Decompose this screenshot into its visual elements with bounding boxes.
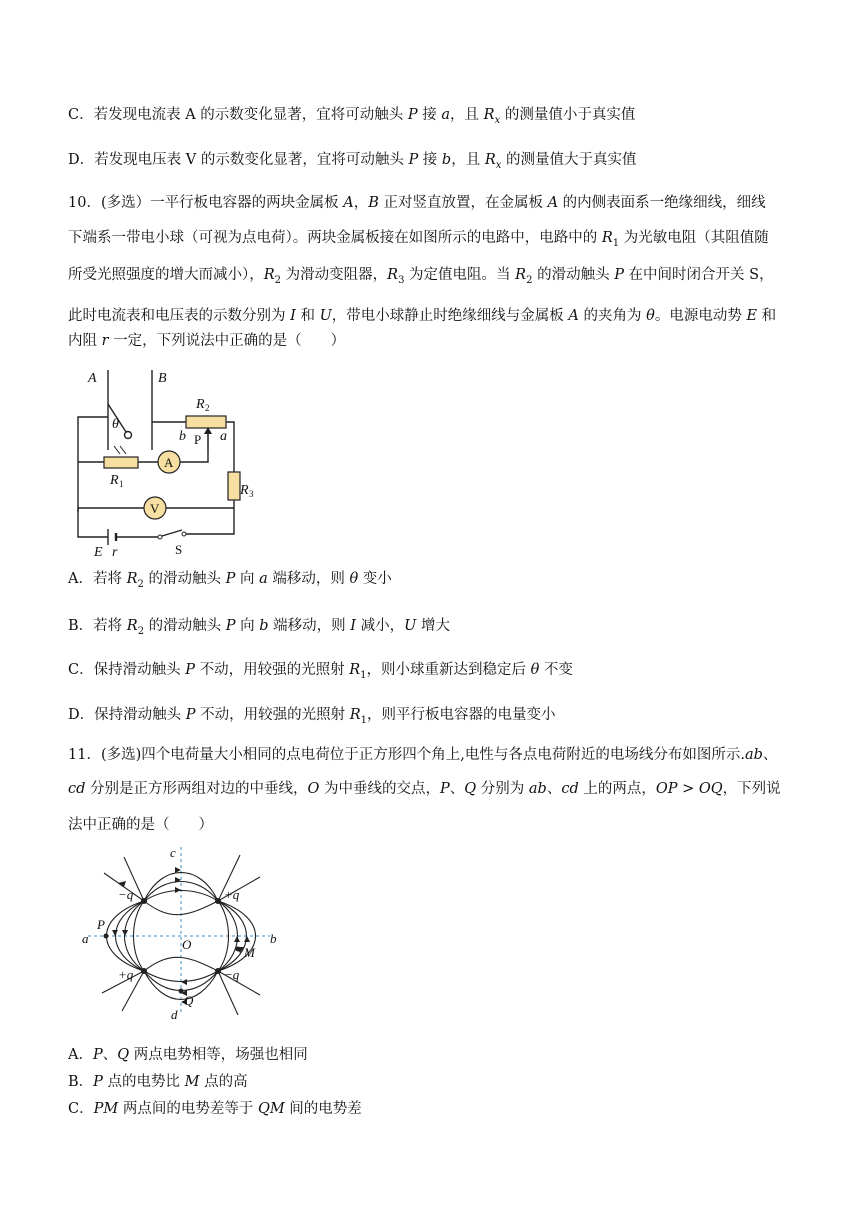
svg-text:M: M: [244, 945, 255, 960]
q11-option-a: A．P、Q 两点电势相等，场强也相同: [68, 1047, 308, 1063]
svg-text:1: 1: [119, 479, 124, 489]
q10-stem-line-5: 内阻 r 一定，下列说法中正确的是（ ）: [68, 333, 346, 349]
svg-text:E: E: [94, 545, 103, 560]
q9-option-d: D．若发现电压表 V 的示数变化显著，宜将可动触头 P 接 b，且 $R_x$ 的测量值大于真实值: [68, 152, 637, 171]
svg-text:P: P: [97, 917, 105, 932]
q11-option-c: C．PM 两点间的电势差等于 QM 间的电势差: [68, 1101, 362, 1117]
q10-stem-line-3: 所受光照强度的增大而减小），$R_2$ 为滑动变阻器，$R_3$ 为定值电阻。当 $R_2$ 的滑动触头 P 在中间时闭合开关 S，: [68, 267, 774, 286]
svg-text:d: d: [171, 1007, 178, 1022]
r3-resistor: [228, 472, 240, 500]
svg-text:−q: −q: [224, 967, 240, 982]
q10-stem-line-2: 下端系一带电小球（可视为点电荷）。两块金属板接在如图所示的电路中，电路中的 $R_1$ 为光敏电阻（其阻值随: [68, 230, 769, 249]
svg-text:R: R: [196, 397, 205, 412]
svg-text:r: r: [112, 545, 118, 560]
svg-text:c: c: [170, 845, 176, 860]
q9-option-c: C．若发现电流表 A 的示数变化显著，宜将可动触头 P 接 a，且 $R_x$ 的测量值小于真实值: [68, 107, 636, 126]
q10-circuit-figure: [68, 362, 258, 562]
q10-option-d: D．保持滑动触头 P 不动，用较强的光照射 $R_1$，则平行板电容器的电量变小: [68, 707, 556, 726]
svg-text:a: a: [82, 931, 89, 946]
svg-text:+q: +q: [224, 887, 240, 902]
q11-option-b: B．P 点的电势比 M 点的高: [68, 1074, 248, 1090]
q11-stem-line-2: cd 分别是正方形两组对边的中垂线，O 为中垂线的交点，P、Q 分别为 ab、cd 上的两点，OP > OQ，下列说: [68, 781, 781, 797]
svg-text:V: V: [150, 501, 160, 516]
svg-text:B: B: [158, 371, 167, 386]
svg-text:O: O: [182, 937, 192, 952]
svg-text:R: R: [240, 483, 249, 498]
q10-stem-line-1: 10．(多选）一平行板电容器的两块金属板 A，B 正对竖直放置，在金属板 A 的内侧表面系一绝缘细线，细线: [68, 195, 766, 211]
svg-text:+q: +q: [118, 967, 134, 982]
q10-option-a: A．若将 $R_2$ 的滑动触头 P 向 a 端移动，则 θ 变小: [68, 571, 392, 590]
r1-resistor: [104, 457, 138, 468]
svg-text:A: A: [88, 371, 97, 386]
svg-text:−q: −q: [118, 887, 134, 902]
q11-stem-line-3: 法中正确的是（ ）: [68, 817, 213, 833]
svg-text:2: 2: [205, 403, 210, 413]
svg-text:3: 3: [249, 489, 254, 499]
svg-text:P: P: [194, 432, 202, 447]
svg-text:Q: Q: [184, 993, 194, 1008]
svg-text:S: S: [175, 542, 183, 557]
q10-option-b: B．若将 $R_2$ 的滑动触头 P 向 b 端移动，则 I 减小，U 增大: [68, 618, 450, 637]
svg-text:b: b: [179, 429, 186, 444]
q11-stem-line-1: 11．(多选)四个电荷量大小相同的点电荷位于正方形四个角上,电性与各点电荷附近的电场线分布如图所示.ab、: [68, 747, 778, 763]
svg-text:R: R: [110, 473, 119, 488]
r2-resistor: [186, 416, 226, 428]
q10-stem-line-4: 此时电流表和电压表的示数分别为 I 和 U，带电小球静止时绝缘细线与金属板 A 的夹角为 θ。电源电动势 E 和: [68, 308, 777, 324]
q10-option-c: C．保持滑动触头 P 不动，用较强的光照射 $R_1$，则小球重新达到稳定后 θ 不变: [68, 662, 573, 681]
svg-text:a: a: [220, 429, 227, 444]
svg-text:b: b: [270, 931, 277, 946]
svg-text:θ: θ: [112, 417, 119, 432]
svg-text:A: A: [164, 455, 174, 470]
q11-field-figure: [80, 843, 290, 1025]
